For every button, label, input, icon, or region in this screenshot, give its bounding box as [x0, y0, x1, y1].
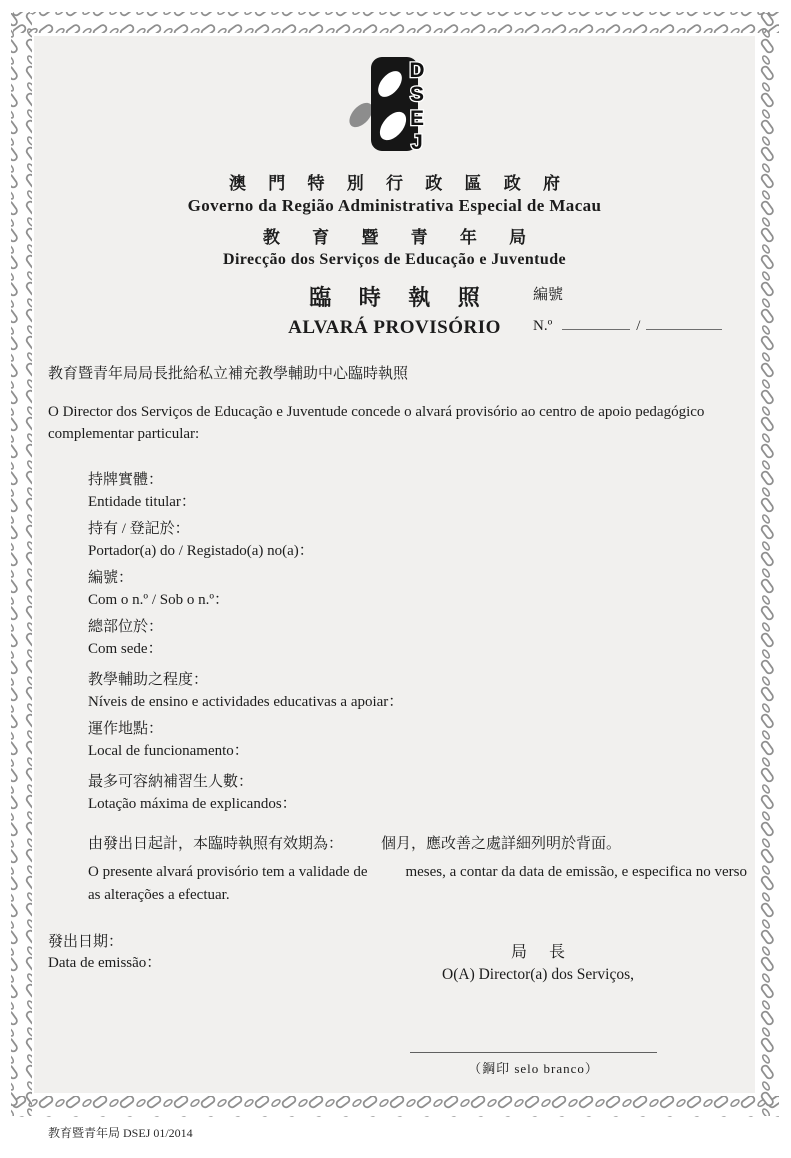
field-entidade-titular [88, 469, 739, 513]
seal-block [410, 1052, 657, 1077]
field-label-zh: 持牌實體： [88, 472, 164, 488]
validity-zh-after: 個月，應改善之處詳細列明於背面。 [381, 836, 622, 852]
director-title-pt: O(A) Director(a) dos Serviços, [442, 966, 634, 983]
field-label-zh: 持有 / 登記於： [88, 521, 190, 537]
validity-pt [88, 861, 753, 907]
field-label-zh: 教學輔助之程度： [88, 672, 209, 688]
field-numero [88, 567, 739, 611]
signature-block [433, 939, 643, 984]
government-name-zh: 澳 門 特 別 行 政 區 政 府 [229, 174, 569, 193]
licence-number-block [533, 283, 722, 335]
number-label-pt: N.º [533, 318, 553, 334]
form-code: 教育暨青年局 DSEJ 01/2014 [48, 1126, 193, 1140]
field-label-zh: 運作地點： [88, 721, 164, 737]
bureau-name-zh: 教 育 暨 青 年 局 [262, 228, 541, 247]
document-title-pt: ALVARÁ PROVISÓRIO [288, 317, 501, 338]
field-label-zh: 最多可容納補習生人數： [88, 774, 254, 790]
field-label-zh: 總部位於： [88, 619, 164, 635]
issue-date-pt: Data de emissão： [48, 955, 162, 971]
field-label-pt: Com sede： [88, 641, 163, 657]
dsej-logo [349, 55, 441, 160]
intro-zh: 教育暨青年局局長批給私立補充教學輔助中心臨時執照 [48, 366, 409, 382]
field-label-pt: Local de funcionamento： [88, 743, 249, 759]
logo-letter: E [409, 107, 424, 130]
field-label-pt: Entidade titular： [88, 494, 196, 510]
director-title-zh: 局 長 [510, 944, 574, 961]
issue-date-block [48, 931, 755, 973]
number-blank-field [562, 316, 630, 330]
intro-pt: O Director dos Serviços de Educação e Juventude concede o alvará provisório ao centro de apoio pedagógico complementar particular: [48, 404, 705, 442]
field-sede [88, 616, 739, 660]
government-name-pt: Governo da Região Administrativa Especial de Macau [187, 196, 602, 215]
number-label-zh: 編號 [533, 287, 564, 303]
logo-letter: S [409, 83, 424, 106]
seal-signature-line [410, 1052, 657, 1053]
field-label-pt: Com o n.º / Sob o n.º： [88, 592, 229, 608]
document-title-zh: 臨 時 執 照 [309, 285, 491, 310]
field-label-pt: Lotação máxima de explicandos： [88, 796, 297, 812]
field-local-funcionamento [88, 718, 739, 762]
seal-note: （鋼印 selo branco） [468, 1061, 599, 1076]
field-label-zh: 編號： [88, 570, 134, 586]
validity-zh-before: 由發出日起計，本臨時執照有效期為： [88, 836, 344, 852]
validity-zh [88, 833, 753, 856]
validity-pt-after: meses, a contar da data de emissão, e especifica no verso as alterações a efectuar. [88, 864, 748, 903]
form-fields [88, 469, 739, 815]
title-row [34, 281, 755, 343]
field-portador-registado [88, 518, 739, 562]
validity-clause [88, 833, 753, 907]
paper-sheet [34, 36, 755, 1093]
intro-section [48, 364, 739, 445]
dsej-logo-graphic [349, 55, 441, 155]
field-lotacao-maxima [88, 771, 739, 815]
number-separator: / [636, 318, 641, 334]
logo-letter: D [408, 59, 425, 82]
field-label-pt: Portador(a) do / Registado(a) no(a)： [88, 543, 314, 559]
field-niveis-ensino [88, 669, 739, 713]
number-row [533, 316, 722, 335]
field-label-pt: Níveis de ensino e actividades educativas a apoiar： [88, 694, 404, 710]
issue-date-zh: 發出日期： [48, 934, 124, 950]
logo-letter: J [410, 131, 423, 154]
bureau-name-pt: Direcção dos Serviços de Educação e Juventude [222, 251, 566, 268]
validity-pt-before: O presente alvará provisório tem a validade de [88, 864, 368, 880]
year-blank-field [646, 316, 722, 330]
